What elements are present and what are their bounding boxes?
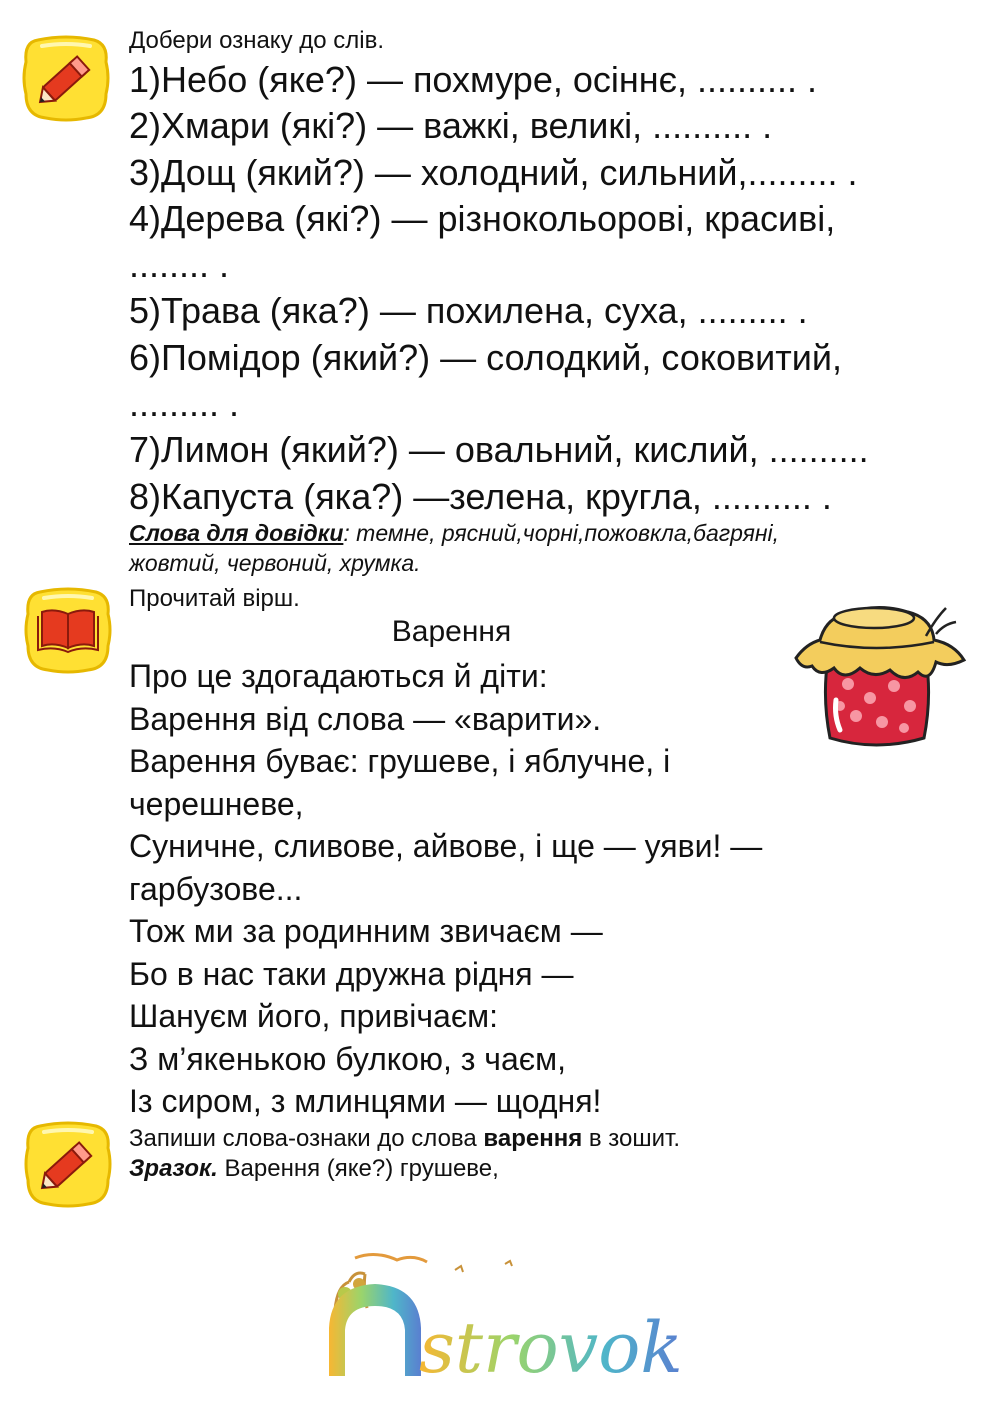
reference-label: Слова для довідки: [129, 520, 344, 546]
task3-instruction: [129, 1124, 680, 1154]
poem-line-4: черешневе,: [129, 785, 304, 822]
pencil-icon: [22, 1118, 114, 1210]
poem-title-wrap: [129, 615, 774, 655]
poem-line-9: Шануєм його, привічаєм:: [129, 998, 499, 1034]
pencil-icon: [20, 32, 112, 124]
reference-words-2: жовтий, червоний, хрумка.: [129, 550, 421, 576]
task3-instruction-suffix: в зошит.: [582, 1125, 681, 1152]
exercise-line-3: 3)Дощ (який?) — холодний, сильний,......... .: [129, 151, 858, 193]
exercise-line-2: 2)Хмари (які?) — важкі, великі, .......... .: [129, 105, 773, 147]
exercise-line-6: 6)Помідор (який?) — солодкий, соковитий,: [129, 336, 842, 378]
reference-words: [129, 518, 779, 578]
poem-title: Варення: [391, 615, 512, 648]
exercise-line-4: 4)Дерева (які?) — різнокольорові, красиві,: [129, 197, 836, 239]
exercise-line-5: 5)Трава (яка?) — похилена, суха, ......... .: [129, 290, 808, 332]
reference-words-1: : темне, рясний,чорні,пожовкла,багряні,: [343, 520, 780, 546]
poem-line-10: З м’якенькою булкою, з чаєм,: [129, 1040, 566, 1077]
task3-instruction-prefix: Запиши слова-ознаки до слова: [129, 1125, 484, 1152]
exercise-line-7: 7)Лимон (який?) — овальний, кислий, ..........: [129, 429, 869, 471]
task2-instruction: Прочитай вірш.: [129, 585, 300, 612]
exercise-line-6-cont: ......... .: [129, 383, 240, 425]
exercise-line-4-cont: ........ .: [129, 244, 230, 286]
poem-line-11: Із сиром, з млинцями — щодня!: [129, 1083, 602, 1119]
poem-line-1: Про це здогадаються й діти:: [129, 658, 548, 694]
poem-line-5: Суничне, сливове, айвове, і ще — уяви! —: [129, 828, 763, 864]
poem-line-7: Тож ми за родинним звичаєм —: [129, 913, 603, 949]
task1-list: [129, 57, 869, 520]
jam-jar-illustration: [786, 588, 968, 754]
poem-line-6: гарбузове...: [129, 870, 303, 907]
poem: [129, 655, 762, 1123]
poem-line-2: Варення від слова — «варити».: [129, 700, 602, 737]
sample-text: Варення (яке?) грушеве,: [217, 1155, 499, 1182]
book-icon: [22, 584, 114, 676]
sample-label: Зразок.: [129, 1155, 218, 1182]
exercise-line-1: 1)Небо (яке?) — похмуре, осіннє, .......... .: [129, 59, 818, 100]
logo-text: strovok: [419, 1307, 683, 1389]
task1-instruction: Добери ознаку до слів.: [129, 27, 385, 54]
task3-instruction-bold: варення: [483, 1125, 583, 1152]
task3-sample: [129, 1154, 499, 1184]
poem-line-8: Бо в нас таки дружна рідня —: [129, 955, 574, 992]
exercise-line-8: 8)Капуста (яка?) —зелена, кругла, .......... .: [129, 475, 832, 517]
ostrovok-logo: [315, 1250, 755, 1390]
poem-line-3: Варення буває: грушеве, і яблучне, і: [129, 743, 671, 779]
